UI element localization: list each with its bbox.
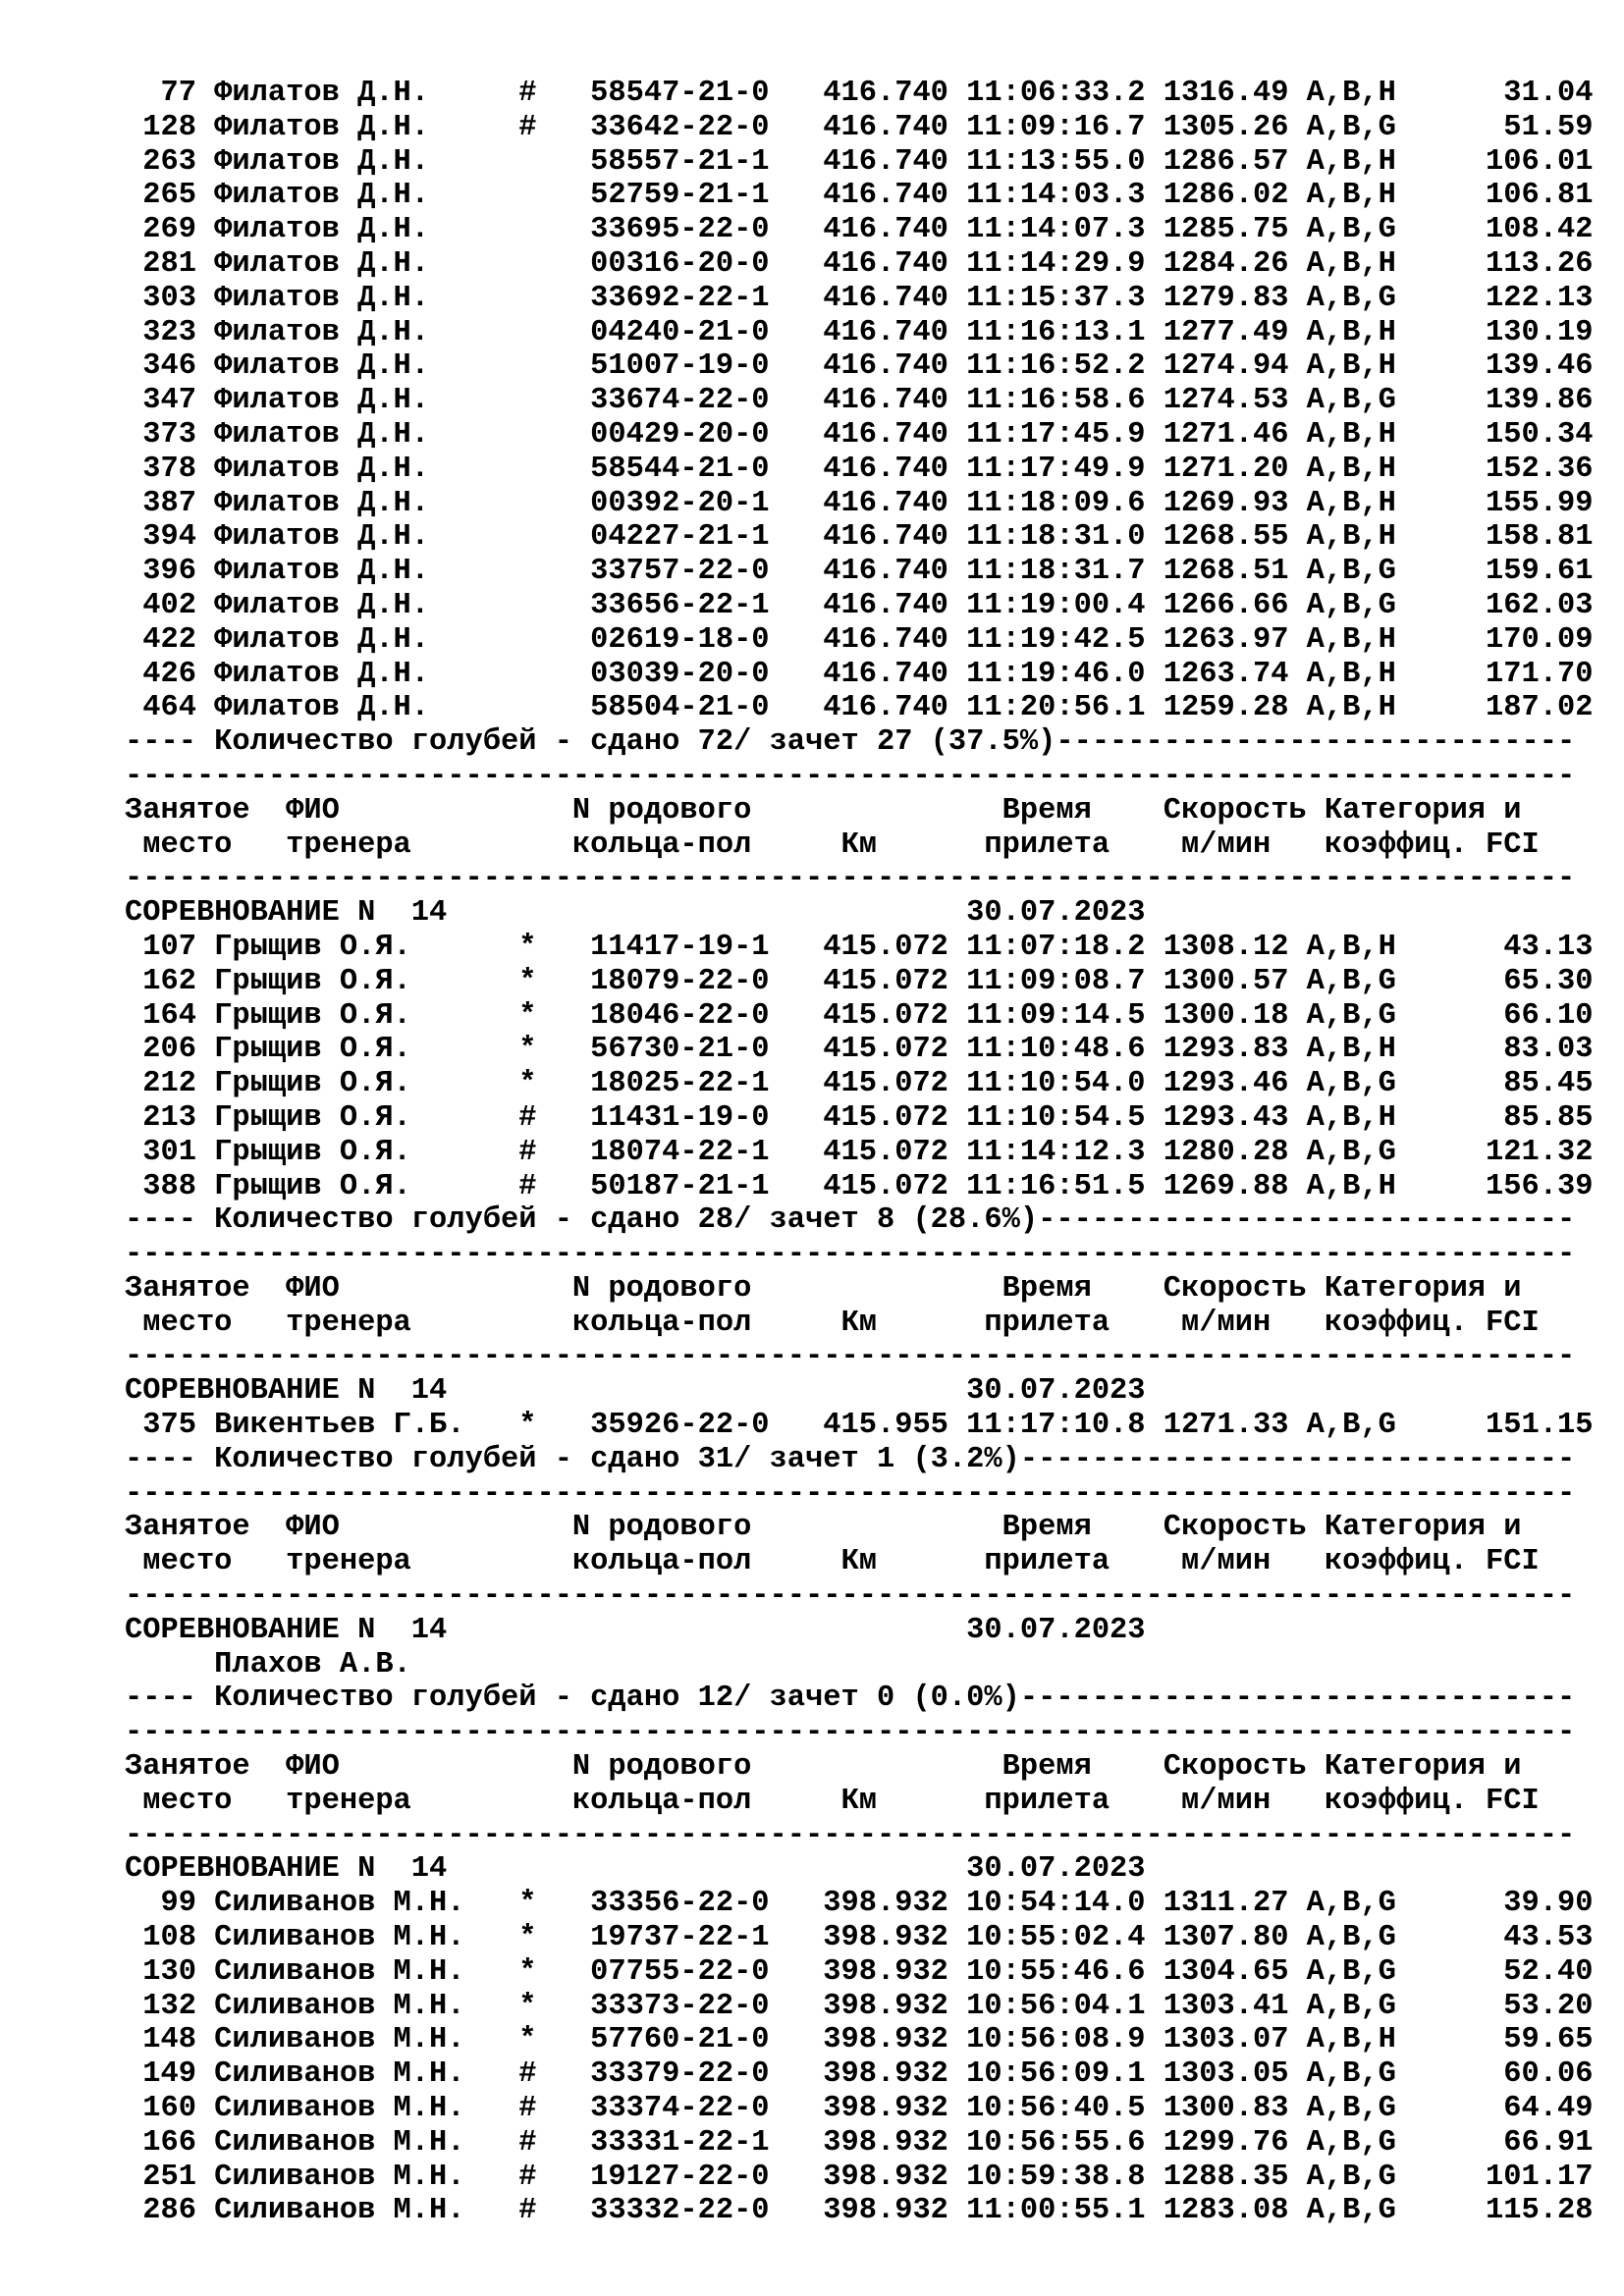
column-header: Занятое ФИО N родового Время Скорость Категория и (125, 793, 1522, 828)
result-row: 206 Грыщив О.Я. * 56730-21-0 415.072 11:10:48.6 1293.83 A,B,H 83.03 (125, 1033, 1594, 1067)
column-header: Занятое ФИО N родового Время Скорость Категория и (125, 1750, 1522, 1785)
result-row: 269 Филатов Д.Н. 33695-22-0 416.740 11:14:07.3 1285.75 A,B,G 108.42 (125, 213, 1594, 247)
result-row: 77 Филатов Д.Н. # 58547-21-0 416.740 11:06:33.2 1316.49 A,B,H 31.04 (125, 77, 1594, 110)
result-row: 160 Силиванов М.Н. # 33374-22-0 398.932 10:56:40.5 1300.83 A,B,G 64.49 (125, 2092, 1594, 2126)
separator-line: --------------------------------------------------------------------------------- (125, 1238, 1576, 1272)
result-row: 166 Силиванов М.Н. # 33331-22-1 398.932 10:56:55.6 1299.76 A,B,G 66.91 (125, 2125, 1594, 2160)
separator-line: --------------------------------------------------------------------------------- (125, 1579, 1576, 1614)
result-row: 323 Филатов Д.Н. 04240-21-0 416.740 11:16:13.1 1277.49 A,B,H 130.19 (125, 315, 1594, 349)
separator-line: --------------------------------------------------------------------------------- (125, 1476, 1576, 1511)
result-row: 213 Грыщив О.Я. # 11431-19-0 415.072 11:10:54.5 1293.43 A,B,H 85.85 (125, 1100, 1594, 1135)
separator-line: --------------------------------------------------------------------------------- (125, 1340, 1576, 1374)
result-row: 402 Филатов Д.Н. 33656-22-1 416.740 11:19:00.4 1266.66 A,B,G 162.03 (125, 588, 1594, 622)
column-header: Занятое ФИО N родового Время Скорость Категория и (125, 1271, 1522, 1306)
result-row: 132 Силиванов М.Н. * 33373-22-0 398.932 10:56:04.1 1303.41 A,B,G 53.20 (125, 1989, 1594, 2023)
result-row: Плахов А.В. (125, 1647, 411, 1682)
column-header: место тренера кольца-пол Км прилета м/мин коэффиц. FCI (125, 828, 1540, 862)
result-row: 347 Филатов Д.Н. 33674-22-0 416.740 11:16:58.6 1274.53 A,B,G 139.86 (125, 384, 1594, 418)
competition-header: СОРЕВНОВАНИЕ N 14 30.07.2023 (125, 1613, 1146, 1647)
result-row: 301 Грыщив О.Я. # 18074-22-1 415.072 11:14:12.3 1280.28 A,B,G 121.32 (125, 1135, 1594, 1169)
result-row: 426 Филатов Д.Н. 03039-20-0 416.740 11:19:46.0 1263.74 A,B,H 171.70 (125, 657, 1594, 691)
result-row: 373 Филатов Д.Н. 00429-20-0 416.740 11:17:45.9 1271.46 A,B,H 150.34 (125, 417, 1594, 452)
summary-line: ---- Количество голубей - сдано 28/ зачет 8 (28.6%)------------------------------ (125, 1203, 1576, 1238)
column-header: место тренера кольца-пол Км прилета м/мин коэффиц. FCI (125, 1545, 1540, 1579)
result-row: 149 Силиванов М.Н. # 33379-22-0 398.932 10:56:09.1 1303.05 A,B,G 60.06 (125, 2057, 1594, 2092)
result-row: 375 Викентьев Г.Б. * 35926-22-0 415.955 11:17:10.8 1271.33 A,B,G 151.15 (125, 1409, 1594, 1443)
summary-line: ---- Количество голубей - сдано 12/ зачет 0 (0.0%)------------------------------- (125, 1682, 1576, 1716)
result-row: 251 Силиванов М.Н. # 19127-22-0 398.932 10:59:38.8 1288.35 A,B,G 101.17 (125, 2160, 1594, 2194)
separator-line: --------------------------------------------------------------------------------- (125, 759, 1576, 793)
result-row: 212 Грыщив О.Я. * 18025-22-1 415.072 11:10:54.0 1293.46 A,B,G 85.45 (125, 1067, 1594, 1101)
column-header: место тренера кольца-пол Км прилета м/мин коэффиц. FCI (125, 1784, 1540, 1818)
result-row: 378 Филатов Д.Н. 58544-21-0 416.740 11:17:49.9 1271.20 A,B,H 152.36 (125, 452, 1594, 486)
result-row: 130 Силиванов М.Н. * 07755-22-0 398.932 10:55:46.6 1304.65 A,B,G 52.40 (125, 1954, 1594, 1989)
results-document (125, 77, 1617, 2228)
summary-line: ---- Количество голубей - сдано 72/ зачет 27 (37.5%)----------------------------- (125, 725, 1576, 760)
result-row: 396 Филатов Д.Н. 33757-22-0 416.740 11:18:31.7 1268.51 A,B,G 159.61 (125, 555, 1594, 589)
result-row: 107 Грыщив О.Я. * 11417-19-1 415.072 11:07:18.2 1308.12 A,B,H 43.13 (125, 930, 1594, 964)
result-row: 388 Грыщив О.Я. # 50187-21-1 415.072 11:16:51.5 1269.88 A,B,H 156.39 (125, 1169, 1594, 1203)
result-row: 265 Филатов Д.Н. 52759-21-1 416.740 11:14:03.3 1286.02 A,B,H 106.81 (125, 179, 1594, 213)
result-row: 346 Филатов Д.Н. 51007-19-0 416.740 11:16:52.2 1274.94 A,B,H 139.46 (125, 349, 1594, 384)
result-row: 128 Филатов Д.Н. # 33642-22-0 416.740 11:09:16.7 1305.26 A,B,G 51.59 (125, 110, 1594, 144)
separator-line: --------------------------------------------------------------------------------- (125, 862, 1576, 896)
result-row: 464 Филатов Д.Н. 58504-21-0 416.740 11:20:56.1 1259.28 A,B,H 187.02 (125, 691, 1594, 725)
result-row: 286 Силиванов М.Н. # 33332-22-0 398.932 11:00:55.1 1283.08 A,B,G 115.28 (125, 2194, 1594, 2228)
result-row: 162 Грыщив О.Я. * 18079-22-0 415.072 11:09:08.7 1300.57 A,B,G 65.30 (125, 964, 1594, 998)
competition-header: СОРЕВНОВАНИЕ N 14 30.07.2023 (125, 1852, 1146, 1887)
result-row: 422 Филатов Д.Н. 02619-18-0 416.740 11:19:42.5 1263.97 A,B,H 170.09 (125, 622, 1594, 657)
result-row: 303 Филатов Д.Н. 33692-22-1 416.740 11:15:37.3 1279.83 A,B,G 122.13 (125, 281, 1594, 315)
result-row: 394 Филатов Д.Н. 04227-21-1 416.740 11:18:31.0 1268.55 A,B,H 158.81 (125, 520, 1594, 555)
result-row: 387 Филатов Д.Н. 00392-20-1 416.740 11:18:09.6 1269.93 A,B,H 155.99 (125, 486, 1594, 520)
result-row: 263 Филатов Д.Н. 58557-21-1 416.740 11:13:55.0 1286.57 A,B,H 106.01 (125, 144, 1594, 179)
column-header: место тренера кольца-пол Км прилета м/мин коэффиц. FCI (125, 1306, 1540, 1340)
competition-header: СОРЕВНОВАНИЕ N 14 30.07.2023 (125, 896, 1146, 931)
result-row: 281 Филатов Д.Н. 00316-20-0 416.740 11:14:29.9 1284.26 A,B,H 113.26 (125, 246, 1594, 281)
separator-line: --------------------------------------------------------------------------------- (125, 1716, 1576, 1750)
separator-line: --------------------------------------------------------------------------------- (125, 1818, 1576, 1852)
result-row: 164 Грыщив О.Я. * 18046-22-0 415.072 11:09:14.5 1300.18 A,B,G 66.10 (125, 998, 1594, 1033)
result-row: 99 Силиванов М.Н. * 33356-22-0 398.932 10:54:14.0 1311.27 A,B,G 39.90 (125, 1887, 1594, 1921)
competition-header: СОРЕВНОВАНИЕ N 14 30.07.2023 (125, 1374, 1146, 1409)
summary-line: ---- Количество голубей - сдано 31/ зачет 1 (3.2%)------------------------------- (125, 1442, 1576, 1476)
result-row: 108 Силиванов М.Н. * 19737-22-1 398.932 10:55:02.4 1307.80 A,B,G 43.53 (125, 1921, 1594, 1955)
column-header: Занятое ФИО N родового Время Скорость Категория и (125, 1511, 1522, 1545)
result-row: 148 Силиванов М.Н. * 57760-21-0 398.932 10:56:08.9 1303.07 A,B,H 59.65 (125, 2023, 1594, 2057)
